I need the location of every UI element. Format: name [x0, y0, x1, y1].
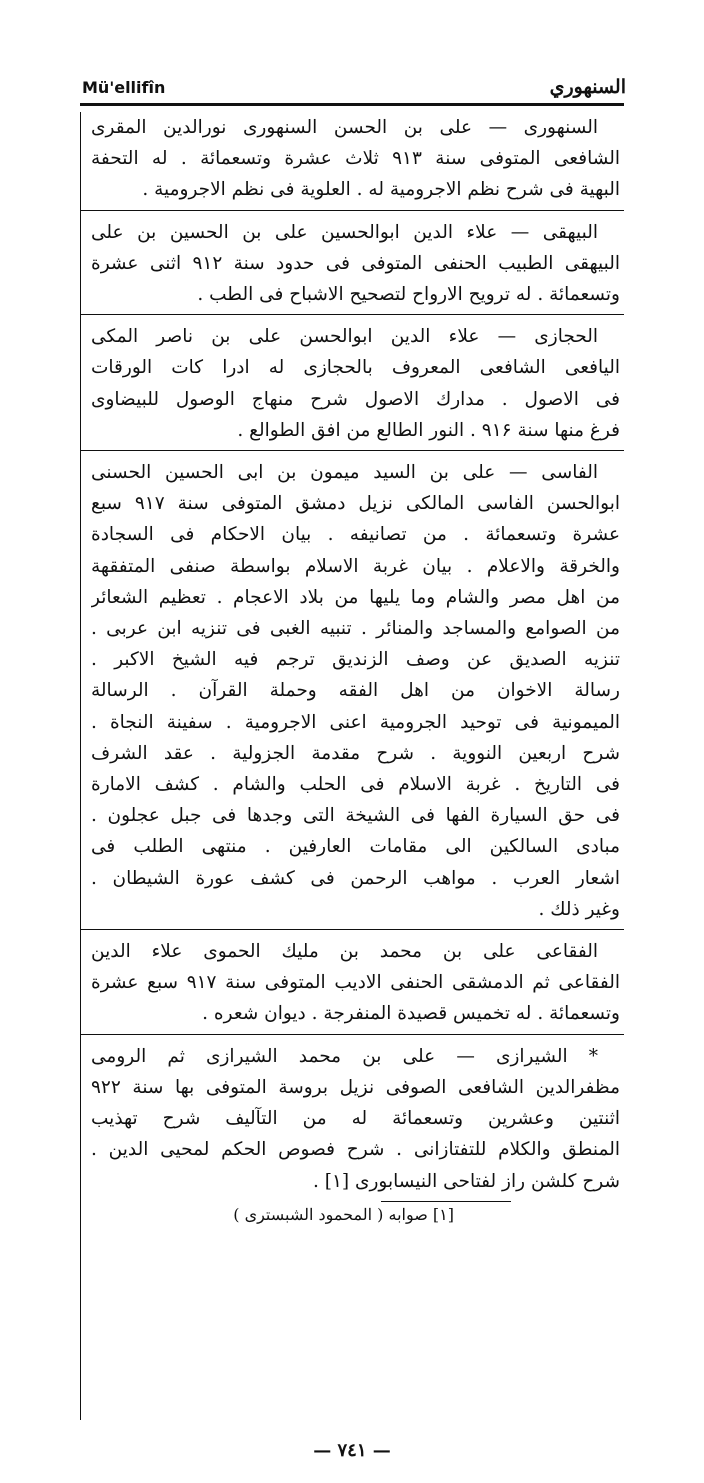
entry-line: شرح کلشن راز لفتاحی النیسابوری [۱] . — [313, 1170, 620, 1192]
entry-separator — [81, 1034, 624, 1035]
entry — [81, 321, 624, 446]
running-head-right: السنهوري — [549, 76, 626, 98]
entry-line: البهیة فی شرح نظم الاجرومیة له . العلویة فی نظم الاجرومیة . — [142, 179, 620, 201]
entry-line: الفاسی — علی بن السید میمون بن ابی الحسین الحسنی — [91, 462, 598, 484]
entry — [81, 1041, 624, 1197]
entry-line: مظفرالدین الشافعی الصوفی نزیل بروسة المتوفی بها سنة ۹۲۲ — [91, 1076, 620, 1098]
header-rule — [80, 103, 624, 106]
entry-line: فرغ منها سنة ۹۱۶ . النور الطالع من افق الطوالع . — [237, 419, 620, 441]
entry — [81, 936, 624, 1030]
entry-line: من اهل مصر والشام وما یلیها من بلاد الاعجام . تعظیم الشعائر — [91, 586, 620, 608]
entry — [81, 217, 624, 311]
entry-line: من الصوامع والمساجد والمنائر . تنبیه الغبی فی تنزیه ابن عربی . — [91, 618, 620, 640]
entry-line: الفقاعی علی بن محمد بن ملیك الحموی علاء الدین — [91, 941, 598, 963]
entry-line: رسالة الاخوان من اهل الفقه وحملة القرآن . الرسالة — [91, 680, 620, 702]
running-head-left: Mü'ellifîn — [82, 78, 166, 97]
entry-line: الفقاعی ثم الدمشقی الحنفی الادیب المتوفی سنة ۹۱۷ سبع عشرة — [91, 972, 620, 994]
entry-line: السنهوری — علی بن الحسن السنهوری نورالدین المقری — [91, 117, 598, 138]
entries-column — [80, 112, 624, 1420]
entry-line: البیهقی — علاء الدین ابوالحسین علی بن الحسین بن علی — [91, 221, 598, 243]
entry-line: * الشیرازی — علی بن محمد الشیرازی ثم الرومی — [91, 1045, 598, 1067]
entry-line: البیهقی الطبیب الحنفی المتوفی فی حدود سنة ۹۱۲ اثنی عشرة — [91, 252, 620, 274]
entry-line: تنزیه الصدیق عن وصف الزندیق ترجم فیه الشیخ الاکبر . — [91, 649, 620, 671]
entry-line: عشرة وتسعمائة . من تصانیفه . بیان الاحکام فی السجادة — [91, 524, 620, 546]
entry-separator — [81, 929, 624, 930]
entry-line: فی الاصول . مدارك الاصول شرح منهاج الوصول للبیضاوی — [91, 388, 620, 410]
entry-line: شرح اربعین النوویة . شرح مقدمة الجزولیة . عقد الشرف — [91, 742, 620, 764]
entry-line: فی حق السیارة الفها فی الشیخة التی وجدها فی جبل عجلون . — [91, 805, 620, 827]
entry-line: مبادی السالکین الی مقامات العارفین . منتهی الطلب فی — [91, 836, 620, 858]
entry-separator — [81, 314, 624, 315]
entry-line: الیافعی الشافعی المعروف بالحجازی له ادرا کات الورقات — [91, 357, 620, 379]
footnote: [۱] صوابه ( المحمود الشبستری ) — [233, 1204, 454, 1224]
entry-line: الشافعی المتوفی سنة ۹۱۳ ثلاث عشرة وتسعمائة . له التحفة — [91, 148, 620, 170]
entry-line: ابوالحسن الفاسی المالکی نزیل دمشق المتوفی سنة ۹۱۷ سبع — [91, 493, 620, 515]
entry-separator — [81, 210, 624, 211]
page-number: — ۷٤۱ — — [313, 1440, 391, 1461]
entry-line: فی التاریخ . غربة الاسلام فی الحلب والشام . کشف الامارة — [91, 774, 620, 796]
entry — [81, 457, 624, 925]
entry — [81, 112, 624, 206]
entry-line: اثنتین وعشرین وتسعمائة له من التآلیف شرح تهذیب — [91, 1108, 620, 1130]
entry-line: الحجازی — علاء الدین ابوالحسن علی بن ناصر المکی — [91, 326, 598, 348]
entry-separator — [81, 450, 624, 451]
entry-line: المیمونیة فی توحید الجرومیة اعنی الاجرومیة . سفینة النجاة . — [91, 711, 620, 733]
entry-line: وغیر ذلك . — [538, 898, 620, 920]
entry-line: المنطق والکلام للتفتازانی . شرح فصوص الحکم لمحیی الدین . — [91, 1139, 620, 1161]
footnote-rule — [381, 1201, 511, 1202]
entry-line: وتسعمائة . له تخمیس قصیدة المنفرجة . دیوان شعره . — [202, 1003, 620, 1025]
entry-line: اشعار العرب . مواهب الرحمن فی کشف عورة الشیطان . — [91, 867, 620, 889]
entry-line: وتسعمائة . له ترویح الارواح لتصحیح الاشباح فی الطب . — [197, 284, 620, 306]
entry-line: والخرقة والاعلام . بیان غربة الاسلام بواسطة صنفی المتفقهة — [91, 555, 620, 577]
